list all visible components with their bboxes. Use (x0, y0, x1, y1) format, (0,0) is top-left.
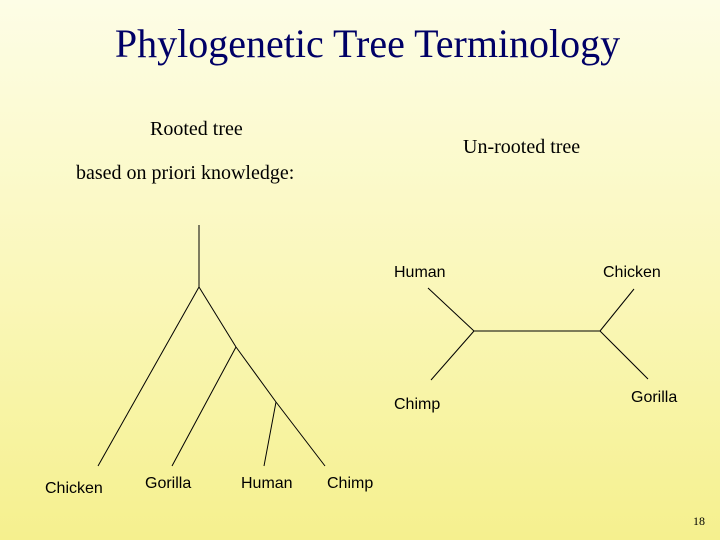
edge-chimp (431, 331, 474, 380)
rooted-leaf-human: Human (241, 475, 293, 492)
unrooted-leaf-chicken: Chicken (603, 264, 661, 281)
edge-chicken (600, 289, 634, 331)
rooted-tree-subheading: based on priori knowledge: (76, 162, 295, 184)
edge-internal1-internal2 (236, 347, 276, 402)
unrooted-leaf-human: Human (394, 264, 446, 281)
page-number: 18 (693, 514, 705, 528)
rooted-tree-edges (98, 225, 325, 466)
unrooted-leaf-chimp: Chimp (394, 396, 441, 413)
rooted-leaf-chicken: Chicken (45, 480, 103, 497)
rooted-tree-heading: Rooted tree (150, 118, 243, 140)
edge-human (428, 288, 474, 331)
unrooted-tree-edges (428, 288, 648, 380)
rooted-leaf-chimp: Chimp (327, 475, 374, 492)
slide-title: Phylogenetic Tree Terminology (114, 21, 621, 66)
rooted-leaf-gorilla: Gorilla (145, 475, 192, 492)
edge-gorilla (600, 331, 648, 379)
edge-internal1-gorilla (172, 347, 236, 466)
edge-root-chicken (98, 287, 199, 466)
edge-internal2-chimp (276, 402, 325, 466)
unrooted-leaf-gorilla: Gorilla (631, 389, 678, 406)
edge-internal2-human (264, 402, 276, 466)
unrooted-tree-heading: Un-rooted tree (463, 136, 581, 158)
edge-root-internal1 (199, 287, 236, 347)
